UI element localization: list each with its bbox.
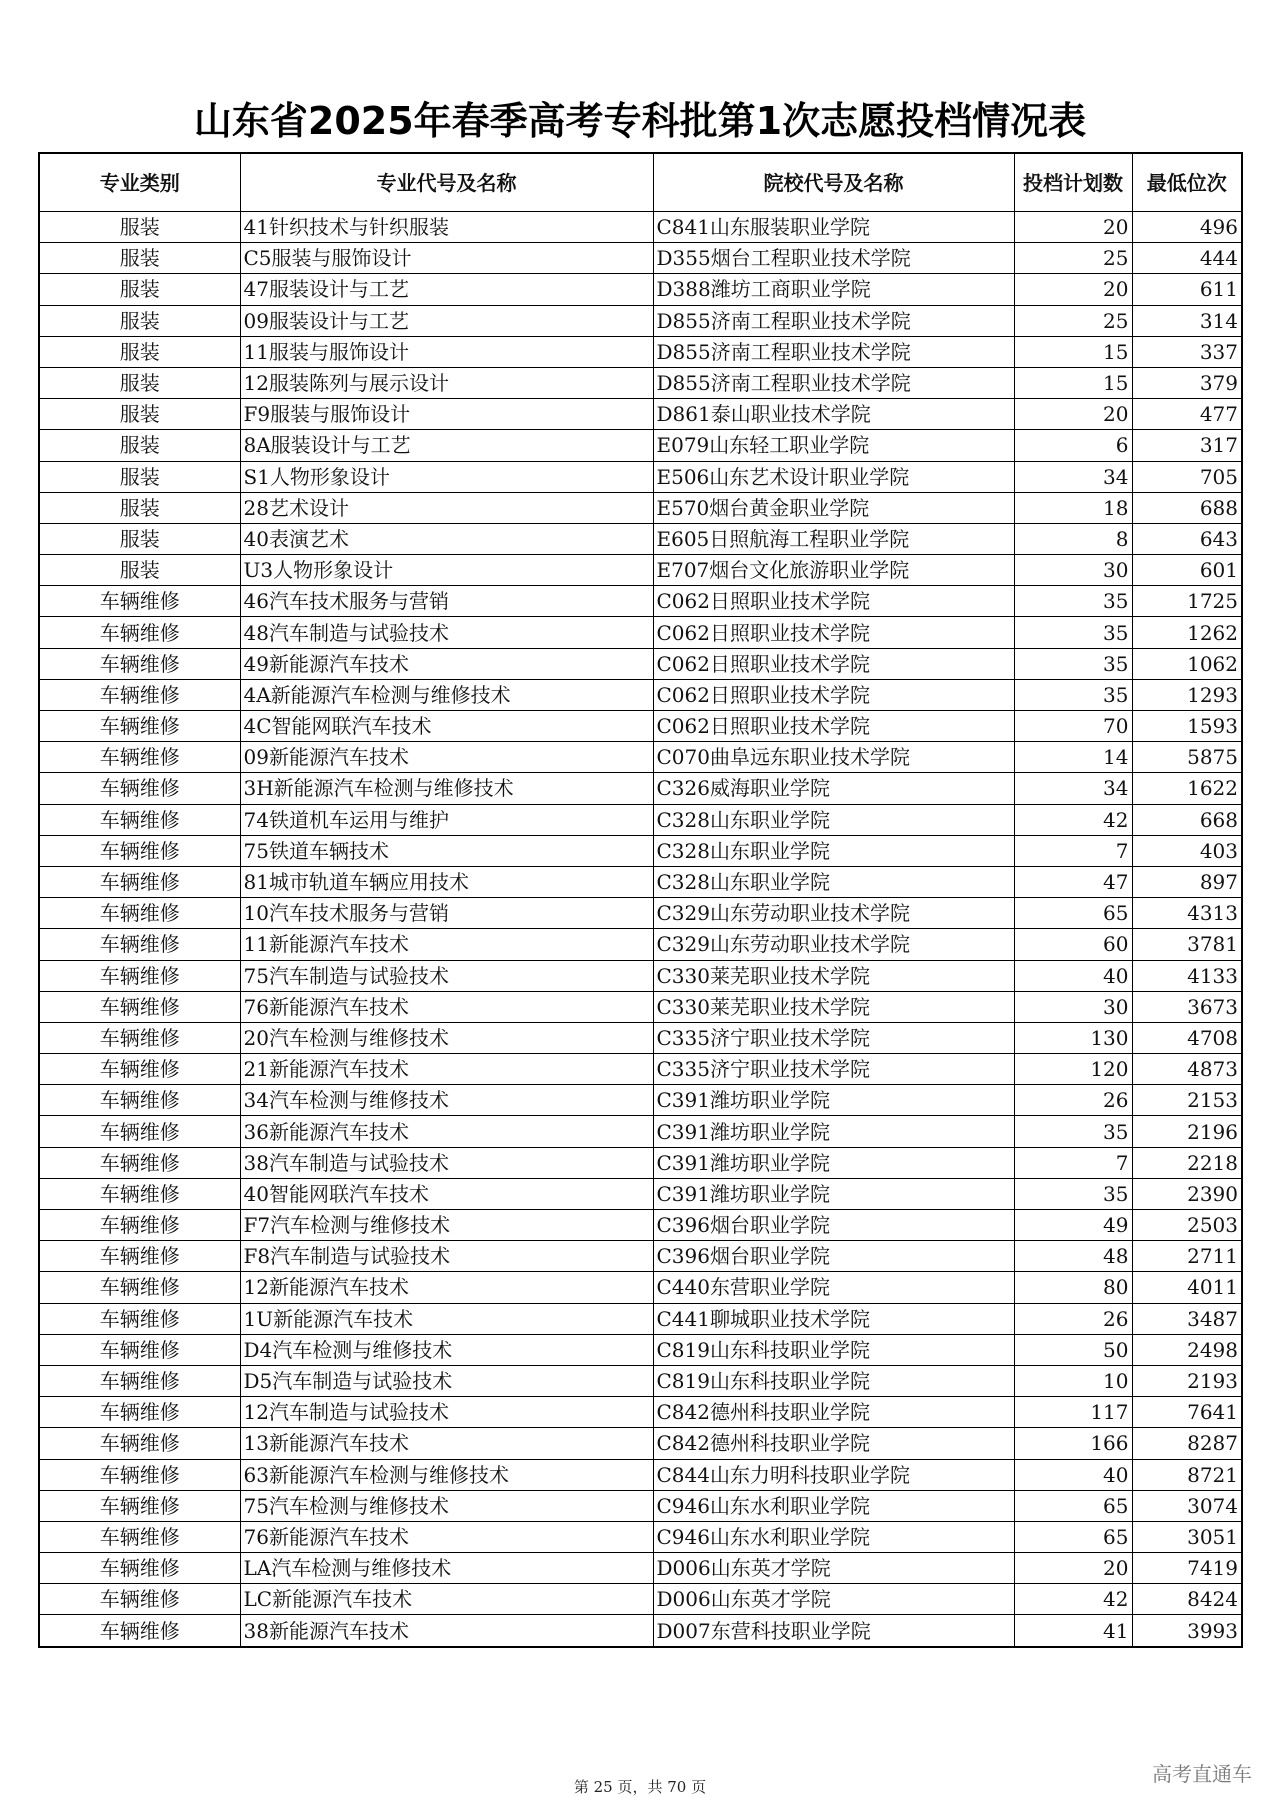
cell-plan-count: 42 [1014, 804, 1132, 835]
cell-school: C329山东劳动职业技术学院 [653, 929, 1014, 960]
table-row [39, 742, 1242, 773]
cell-min-rank: 317 [1132, 430, 1242, 461]
cell-category: 车辆维修 [39, 1428, 240, 1459]
cell-school: C440东营职业学院 [653, 1272, 1014, 1303]
cell-plan-count: 7 [1014, 835, 1132, 866]
cell-plan-count: 20 [1014, 274, 1132, 305]
cell-min-rank: 1622 [1132, 773, 1242, 804]
cell-category: 服装 [39, 523, 240, 554]
cell-major: F9服装与服饰设计 [240, 399, 653, 430]
cell-min-rank: 2390 [1132, 1178, 1242, 1209]
table-row [39, 617, 1242, 648]
page-title: 山东省2025年春季高考专科批第1次志愿投档情况表 [193, 99, 1087, 143]
cell-min-rank: 7641 [1132, 1397, 1242, 1428]
table-row [39, 305, 1242, 336]
cell-major: U3人物形象设计 [240, 555, 653, 586]
cell-min-rank: 7419 [1132, 1553, 1242, 1584]
cell-major: 75铁道车辆技术 [240, 835, 653, 866]
cell-school: C330莱芜职业技术学院 [653, 960, 1014, 991]
cell-plan-count: 120 [1014, 1054, 1132, 1085]
cell-school: C062日照职业技术学院 [653, 711, 1014, 742]
cell-school: D855济南工程职业技术学院 [653, 305, 1014, 336]
cell-category: 车辆维修 [39, 1615, 240, 1647]
cell-major: 12新能源汽车技术 [240, 1272, 653, 1303]
table-row [39, 648, 1242, 679]
table-row [39, 1459, 1242, 1490]
cell-plan-count: 8 [1014, 523, 1132, 554]
cell-major: 21新能源汽车技术 [240, 1054, 653, 1085]
cell-major: 40智能网联汽车技术 [240, 1178, 653, 1209]
cell-plan-count: 70 [1014, 711, 1132, 742]
cell-min-rank: 2503 [1132, 1210, 1242, 1241]
cell-min-rank: 705 [1132, 461, 1242, 492]
cell-school: C391潍坊职业学院 [653, 1116, 1014, 1147]
table-row [39, 430, 1242, 461]
cell-min-rank: 403 [1132, 835, 1242, 866]
cell-school: C841山东服装职业学院 [653, 212, 1014, 243]
cell-min-rank: 3074 [1132, 1490, 1242, 1521]
cell-min-rank: 5875 [1132, 742, 1242, 773]
cell-min-rank: 3993 [1132, 1615, 1242, 1647]
header-school: 院校代号及名称 [653, 153, 1014, 212]
cell-category: 车辆维修 [39, 866, 240, 897]
cell-plan-count: 166 [1014, 1428, 1132, 1459]
cell-min-rank: 8721 [1132, 1459, 1242, 1490]
cell-school: C844山东力明科技职业学院 [653, 1459, 1014, 1490]
cell-school: C062日照职业技术学院 [653, 679, 1014, 710]
cell-major: D5汽车制造与试验技术 [240, 1365, 653, 1396]
cell-major: 09新能源汽车技术 [240, 742, 653, 773]
table-row [39, 243, 1242, 274]
cell-school: D006山东英才学院 [653, 1584, 1014, 1615]
cell-plan-count: 49 [1014, 1210, 1132, 1241]
cell-major: 75汽车制造与试验技术 [240, 960, 653, 991]
cell-plan-count: 35 [1014, 617, 1132, 648]
table-row [39, 773, 1242, 804]
cell-school: C335济宁职业技术学院 [653, 1022, 1014, 1053]
cell-plan-count: 7 [1014, 1147, 1132, 1178]
table-row [39, 898, 1242, 929]
cell-school: E570烟台黄金职业学院 [653, 492, 1014, 523]
table-row [39, 1521, 1242, 1552]
table-row [39, 804, 1242, 835]
cell-plan-count: 15 [1014, 336, 1132, 367]
cell-category: 车辆维修 [39, 991, 240, 1022]
cell-school: E707烟台文化旅游职业学院 [653, 555, 1014, 586]
cell-major: 09服装设计与工艺 [240, 305, 653, 336]
cell-major: 3H新能源汽车检测与维修技术 [240, 773, 653, 804]
cell-plan-count: 35 [1014, 1116, 1132, 1147]
cell-plan-count: 20 [1014, 212, 1132, 243]
cell-min-rank: 477 [1132, 399, 1242, 430]
cell-school: C062日照职业技术学院 [653, 586, 1014, 617]
cell-school: C330莱芜职业技术学院 [653, 991, 1014, 1022]
cell-category: 车辆维修 [39, 1085, 240, 1116]
table-row [39, 991, 1242, 1022]
cell-major: D4汽车检测与维修技术 [240, 1334, 653, 1365]
cell-category: 车辆维修 [39, 1490, 240, 1521]
cell-school: C062日照职业技术学院 [653, 648, 1014, 679]
cell-plan-count: 15 [1014, 367, 1132, 398]
table-row [39, 929, 1242, 960]
table-row [39, 866, 1242, 897]
cell-min-rank: 2218 [1132, 1147, 1242, 1178]
cell-major: 20汽车检测与维修技术 [240, 1022, 653, 1053]
cell-school: C391潍坊职业学院 [653, 1147, 1014, 1178]
cell-school: C391潍坊职业学院 [653, 1178, 1014, 1209]
cell-school: C946山东水利职业学院 [653, 1521, 1014, 1552]
cell-major: 38汽车制造与试验技术 [240, 1147, 653, 1178]
cell-major: 75汽车检测与维修技术 [240, 1490, 653, 1521]
cell-plan-count: 48 [1014, 1241, 1132, 1272]
cell-category: 车辆维修 [39, 1178, 240, 1209]
cell-major: 48汽车制造与试验技术 [240, 617, 653, 648]
cell-category: 服装 [39, 399, 240, 430]
cell-school: C819山东科技职业学院 [653, 1365, 1014, 1396]
table-row [39, 274, 1242, 305]
header-min-rank: 最低位次 [1132, 153, 1242, 212]
table-row [39, 1490, 1242, 1521]
cell-school: D388潍坊工商职业学院 [653, 274, 1014, 305]
table-row [39, 1428, 1242, 1459]
cell-school: D861泰山职业技术学院 [653, 399, 1014, 430]
cell-category: 车辆维修 [39, 1459, 240, 1490]
cell-school: D855济南工程职业技术学院 [653, 367, 1014, 398]
cell-plan-count: 60 [1014, 929, 1132, 960]
table-row [39, 523, 1242, 554]
table-row [39, 1241, 1242, 1272]
cell-plan-count: 14 [1014, 742, 1132, 773]
cell-school: D355烟台工程职业技术学院 [653, 243, 1014, 274]
cell-category: 服装 [39, 336, 240, 367]
admission-table [38, 152, 1243, 1648]
table-row [39, 679, 1242, 710]
cell-plan-count: 25 [1014, 243, 1132, 274]
cell-category: 车辆维修 [39, 1210, 240, 1241]
cell-school: C062日照职业技术学院 [653, 617, 1014, 648]
table-row [39, 711, 1242, 742]
cell-school: C946山东水利职业学院 [653, 1490, 1014, 1521]
cell-min-rank: 4133 [1132, 960, 1242, 991]
cell-min-rank: 601 [1132, 555, 1242, 586]
cell-min-rank: 4313 [1132, 898, 1242, 929]
cell-min-rank: 897 [1132, 866, 1242, 897]
table-row [39, 555, 1242, 586]
table-row [39, 586, 1242, 617]
cell-plan-count: 30 [1014, 555, 1132, 586]
cell-major: 81城市轨道车辆应用技术 [240, 866, 653, 897]
cell-school: C328山东职业学院 [653, 804, 1014, 835]
cell-min-rank: 3781 [1132, 929, 1242, 960]
cell-school: E506山东艺术设计职业学院 [653, 461, 1014, 492]
cell-major: 47服装设计与工艺 [240, 274, 653, 305]
header-plan-count: 投档计划数 [1014, 153, 1132, 212]
table-row [39, 1085, 1242, 1116]
cell-plan-count: 26 [1014, 1085, 1132, 1116]
cell-min-rank: 2711 [1132, 1241, 1242, 1272]
cell-category: 车辆维修 [39, 742, 240, 773]
cell-plan-count: 20 [1014, 399, 1132, 430]
cell-category: 服装 [39, 430, 240, 461]
cell-min-rank: 1262 [1132, 617, 1242, 648]
table-row [39, 1054, 1242, 1085]
cell-school: C391潍坊职业学院 [653, 1085, 1014, 1116]
cell-major: 46汽车技术服务与营销 [240, 586, 653, 617]
table-row [39, 1272, 1242, 1303]
cell-min-rank: 4011 [1132, 1272, 1242, 1303]
cell-school: C441聊城职业技术学院 [653, 1303, 1014, 1334]
cell-school: C396烟台职业学院 [653, 1241, 1014, 1272]
table-row [39, 1178, 1242, 1209]
cell-min-rank: 643 [1132, 523, 1242, 554]
cell-plan-count: 80 [1014, 1272, 1132, 1303]
cell-min-rank: 688 [1132, 492, 1242, 523]
cell-major: 40表演艺术 [240, 523, 653, 554]
cell-plan-count: 117 [1014, 1397, 1132, 1428]
cell-plan-count: 47 [1014, 866, 1132, 897]
cell-major: LA汽车检测与维修技术 [240, 1553, 653, 1584]
table-row [39, 1334, 1242, 1365]
cell-min-rank: 379 [1132, 367, 1242, 398]
cell-plan-count: 42 [1014, 1584, 1132, 1615]
cell-category: 车辆维修 [39, 960, 240, 991]
cell-major: 41针织技术与针织服装 [240, 212, 653, 243]
cell-min-rank: 8424 [1132, 1584, 1242, 1615]
cell-category: 车辆维修 [39, 1334, 240, 1365]
cell-category: 服装 [39, 243, 240, 274]
cell-major: 34汽车检测与维修技术 [240, 1085, 653, 1116]
cell-school: D855济南工程职业技术学院 [653, 336, 1014, 367]
cell-major: 1U新能源汽车技术 [240, 1303, 653, 1334]
cell-min-rank: 4873 [1132, 1054, 1242, 1085]
cell-plan-count: 6 [1014, 430, 1132, 461]
cell-min-rank: 611 [1132, 274, 1242, 305]
cell-min-rank: 2153 [1132, 1085, 1242, 1116]
cell-min-rank: 496 [1132, 212, 1242, 243]
table-row [39, 399, 1242, 430]
cell-min-rank: 3051 [1132, 1521, 1242, 1552]
cell-major: LC新能源汽车技术 [240, 1584, 653, 1615]
cell-school: C070曲阜远东职业技术学院 [653, 742, 1014, 773]
cell-school: D006山东英才学院 [653, 1553, 1014, 1584]
cell-major: 13新能源汽车技术 [240, 1428, 653, 1459]
cell-major: 4A新能源汽车检测与维修技术 [240, 679, 653, 710]
cell-major: F7汽车检测与维修技术 [240, 1210, 653, 1241]
cell-school: C842德州科技职业学院 [653, 1428, 1014, 1459]
cell-category: 车辆维修 [39, 1303, 240, 1334]
cell-school: C328山东职业学院 [653, 866, 1014, 897]
cell-min-rank: 3673 [1132, 991, 1242, 1022]
cell-min-rank: 3487 [1132, 1303, 1242, 1334]
cell-category: 车辆维修 [39, 1022, 240, 1053]
cell-school: E605日照航海工程职业学院 [653, 523, 1014, 554]
cell-major: 49新能源汽车技术 [240, 648, 653, 679]
cell-category: 车辆维修 [39, 1241, 240, 1272]
cell-min-rank: 1725 [1132, 586, 1242, 617]
cell-plan-count: 41 [1014, 1615, 1132, 1647]
cell-plan-count: 35 [1014, 1178, 1132, 1209]
cell-category: 服装 [39, 492, 240, 523]
table-row [39, 336, 1242, 367]
cell-plan-count: 65 [1014, 1521, 1132, 1552]
header-major: 专业代号及名称 [240, 153, 653, 212]
cell-min-rank: 2196 [1132, 1116, 1242, 1147]
cell-major: 12服装陈列与展示设计 [240, 367, 653, 398]
cell-plan-count: 25 [1014, 305, 1132, 336]
cell-category: 车辆维修 [39, 586, 240, 617]
cell-school: C328山东职业学院 [653, 835, 1014, 866]
cell-major: 28艺术设计 [240, 492, 653, 523]
cell-major: 8A服装设计与工艺 [240, 430, 653, 461]
cell-category: 服装 [39, 367, 240, 398]
table-header-row [39, 153, 1242, 212]
cell-min-rank: 314 [1132, 305, 1242, 336]
cell-major: 36新能源汽车技术 [240, 1116, 653, 1147]
cell-plan-count: 40 [1014, 1459, 1132, 1490]
cell-min-rank: 1293 [1132, 679, 1242, 710]
cell-plan-count: 26 [1014, 1303, 1132, 1334]
cell-plan-count: 30 [1014, 991, 1132, 1022]
cell-min-rank: 2193 [1132, 1365, 1242, 1396]
cell-category: 服装 [39, 461, 240, 492]
cell-category: 车辆维修 [39, 929, 240, 960]
cell-min-rank: 4708 [1132, 1022, 1242, 1053]
cell-min-rank: 2498 [1132, 1334, 1242, 1365]
cell-min-rank: 1062 [1132, 648, 1242, 679]
cell-major: 38新能源汽车技术 [240, 1615, 653, 1647]
cell-school: C396烟台职业学院 [653, 1210, 1014, 1241]
cell-category: 车辆维修 [39, 1272, 240, 1303]
cell-plan-count: 35 [1014, 679, 1132, 710]
table-row [39, 960, 1242, 991]
table-row [39, 1147, 1242, 1178]
table-row [39, 1210, 1242, 1241]
cell-category: 车辆维修 [39, 1584, 240, 1615]
table-row [39, 1022, 1242, 1053]
cell-plan-count: 130 [1014, 1022, 1132, 1053]
page-number: 第 25 页，共 70 页 [573, 1778, 707, 1796]
cell-plan-count: 65 [1014, 898, 1132, 929]
cell-major: S1人物形象设计 [240, 461, 653, 492]
cell-min-rank: 444 [1132, 243, 1242, 274]
cell-min-rank: 337 [1132, 336, 1242, 367]
cell-category: 服装 [39, 305, 240, 336]
cell-plan-count: 34 [1014, 461, 1132, 492]
cell-category: 车辆维修 [39, 617, 240, 648]
cell-min-rank: 8287 [1132, 1428, 1242, 1459]
table-row [39, 1553, 1242, 1584]
cell-major: 63新能源汽车检测与维修技术 [240, 1459, 653, 1490]
table-row [39, 1116, 1242, 1147]
cell-school: C335济宁职业技术学院 [653, 1054, 1014, 1085]
cell-plan-count: 35 [1014, 648, 1132, 679]
cell-plan-count: 34 [1014, 773, 1132, 804]
cell-school: D007东营科技职业学院 [653, 1615, 1014, 1647]
watermark: 高考直通车 [1152, 1762, 1252, 1786]
table-row [39, 835, 1242, 866]
cell-category: 车辆维修 [39, 773, 240, 804]
cell-plan-count: 35 [1014, 586, 1132, 617]
cell-category: 车辆维修 [39, 1521, 240, 1552]
cell-plan-count: 40 [1014, 960, 1132, 991]
cell-major: 11服装与服饰设计 [240, 336, 653, 367]
cell-category: 车辆维修 [39, 711, 240, 742]
cell-category: 车辆维修 [39, 1553, 240, 1584]
table-row [39, 1365, 1242, 1396]
cell-plan-count: 65 [1014, 1490, 1132, 1521]
cell-school: E079山东轻工职业学院 [653, 430, 1014, 461]
cell-major: 10汽车技术服务与营销 [240, 898, 653, 929]
table-row [39, 212, 1242, 243]
cell-category: 服装 [39, 555, 240, 586]
table-row [39, 1397, 1242, 1428]
header-category: 专业类别 [39, 153, 240, 212]
cell-min-rank: 668 [1132, 804, 1242, 835]
table-row [39, 492, 1242, 523]
cell-category: 服装 [39, 274, 240, 305]
cell-major: F8汽车制造与试验技术 [240, 1241, 653, 1272]
cell-category: 车辆维修 [39, 835, 240, 866]
cell-category: 车辆维修 [39, 1397, 240, 1428]
cell-school: C326威海职业学院 [653, 773, 1014, 804]
cell-category: 服装 [39, 212, 240, 243]
cell-category: 车辆维修 [39, 679, 240, 710]
cell-category: 车辆维修 [39, 898, 240, 929]
cell-category: 车辆维修 [39, 1147, 240, 1178]
cell-school: C842德州科技职业学院 [653, 1397, 1014, 1428]
cell-category: 车辆维修 [39, 1116, 240, 1147]
cell-plan-count: 18 [1014, 492, 1132, 523]
cell-category: 车辆维修 [39, 804, 240, 835]
cell-plan-count: 10 [1014, 1365, 1132, 1396]
cell-major: 11新能源汽车技术 [240, 929, 653, 960]
table-row [39, 367, 1242, 398]
table-row [39, 1615, 1242, 1647]
cell-min-rank: 1593 [1132, 711, 1242, 742]
cell-major: C5服装与服饰设计 [240, 243, 653, 274]
cell-major: 4C智能网联汽车技术 [240, 711, 653, 742]
cell-category: 车辆维修 [39, 648, 240, 679]
table-body [39, 212, 1242, 1647]
cell-school: C329山东劳动职业技术学院 [653, 898, 1014, 929]
cell-plan-count: 50 [1014, 1334, 1132, 1365]
cell-major: 76新能源汽车技术 [240, 991, 653, 1022]
cell-major: 76新能源汽车技术 [240, 1521, 653, 1552]
table-row [39, 461, 1242, 492]
cell-category: 车辆维修 [39, 1054, 240, 1085]
table-row [39, 1584, 1242, 1615]
table-row [39, 1303, 1242, 1334]
cell-school: C819山东科技职业学院 [653, 1334, 1014, 1365]
cell-major: 12汽车制造与试验技术 [240, 1397, 653, 1428]
cell-category: 车辆维修 [39, 1365, 240, 1396]
cell-major: 74铁道机车运用与维护 [240, 804, 653, 835]
cell-plan-count: 20 [1014, 1553, 1132, 1584]
